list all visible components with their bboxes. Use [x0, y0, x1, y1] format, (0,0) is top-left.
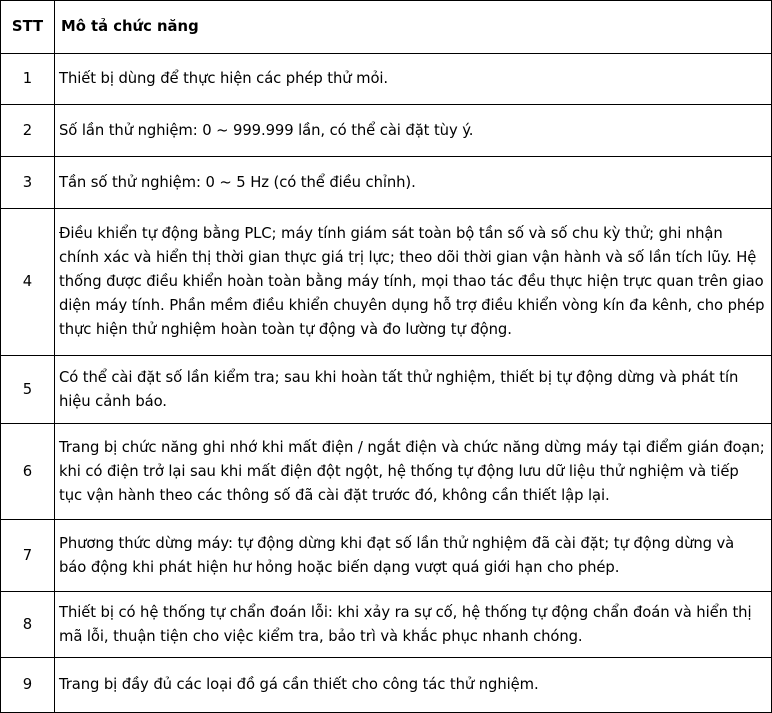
table-row — [1, 424, 772, 520]
table-row — [1, 157, 772, 209]
table-row — [1, 54, 772, 105]
row-stt: 5 — [1, 356, 55, 424]
row-stt: 2 — [1, 105, 55, 157]
row-description: Có thể cài đặt số lần kiểm tra; sau khi hoàn tất thử nghiệm, thiết bị tự động dừng và phát tín hiệu cảnh báo. — [55, 356, 772, 424]
table-body — [1, 54, 772, 713]
row-description: Thiết bị dùng để thực hiện các phép thử mỏi. — [55, 54, 772, 105]
table-row — [1, 209, 772, 356]
row-stt: 6 — [1, 424, 55, 520]
row-description: Số lần thử nghiệm: 0 ~ 999.999 lần, có thể cài đặt tùy ý. — [55, 105, 772, 157]
header-stt: STT — [1, 1, 55, 54]
row-description: Thiết bị có hệ thống tự chẩn đoán lỗi: khi xảy ra sự cố, hệ thống tự động chẩn đoán và hiển thị mã lỗi, thuận tiện cho việc kiểm tra, bảo trì và khắc phục nhanh chóng. — [55, 592, 772, 658]
row-stt: 9 — [1, 658, 55, 713]
header-description: Mô tả chức năng — [55, 1, 772, 54]
table-row — [1, 658, 772, 713]
row-description: Điều khiển tự động bằng PLC; máy tính giám sát toàn bộ tần số và số chu kỳ thử; ghi nhận chính xác và hiển thị thời gian thực giá trị lực; theo dõi thời gian vận hành và số lần tích lũy. Hệ thống được điều khiển hoàn toàn bằng máy tính, mọi thao tác đều thực hiện trực quan trên giao diện máy tính. Phần mềm điều khiển chuyên dụng hỗ trợ điều khiển vòng kín đa kênh, cho phép thực hiện thử nghiệm hoàn toàn tự động và đo lường tự động. — [55, 209, 772, 356]
row-stt: 8 — [1, 592, 55, 658]
table-row — [1, 356, 772, 424]
table-row — [1, 592, 772, 658]
row-stt: 4 — [1, 209, 55, 356]
table-header — [1, 1, 772, 54]
header-row — [1, 1, 772, 54]
row-description: Phương thức dừng máy: tự động dừng khi đạt số lần thử nghiệm đã cài đặt; tự động dừng và báo động khi phát hiện hư hỏng hoặc biến dạng vượt quá giới hạn cho phép. — [55, 520, 772, 592]
table-row — [1, 520, 772, 592]
row-description: Trang bị đầy đủ các loại đồ gá cần thiết cho công tác thử nghiệm. — [55, 658, 772, 713]
row-description: Tần số thử nghiệm: 0 ~ 5 Hz (có thể điều chỉnh). — [55, 157, 772, 209]
row-stt: 3 — [1, 157, 55, 209]
row-description: Trang bị chức năng ghi nhớ khi mất điện / ngắt điện và chức năng dừng máy tại điểm gián đoạn; khi có điện trở lại sau khi mất điện đột ngột, hệ thống tự động lưu dữ liệu thử nghiệm và tiếp tục vận hành theo các thông số đã cài đặt trước đó, không cần thiết lập lại. — [55, 424, 772, 520]
row-stt: 1 — [1, 54, 55, 105]
row-stt: 7 — [1, 520, 55, 592]
table-row — [1, 105, 772, 157]
